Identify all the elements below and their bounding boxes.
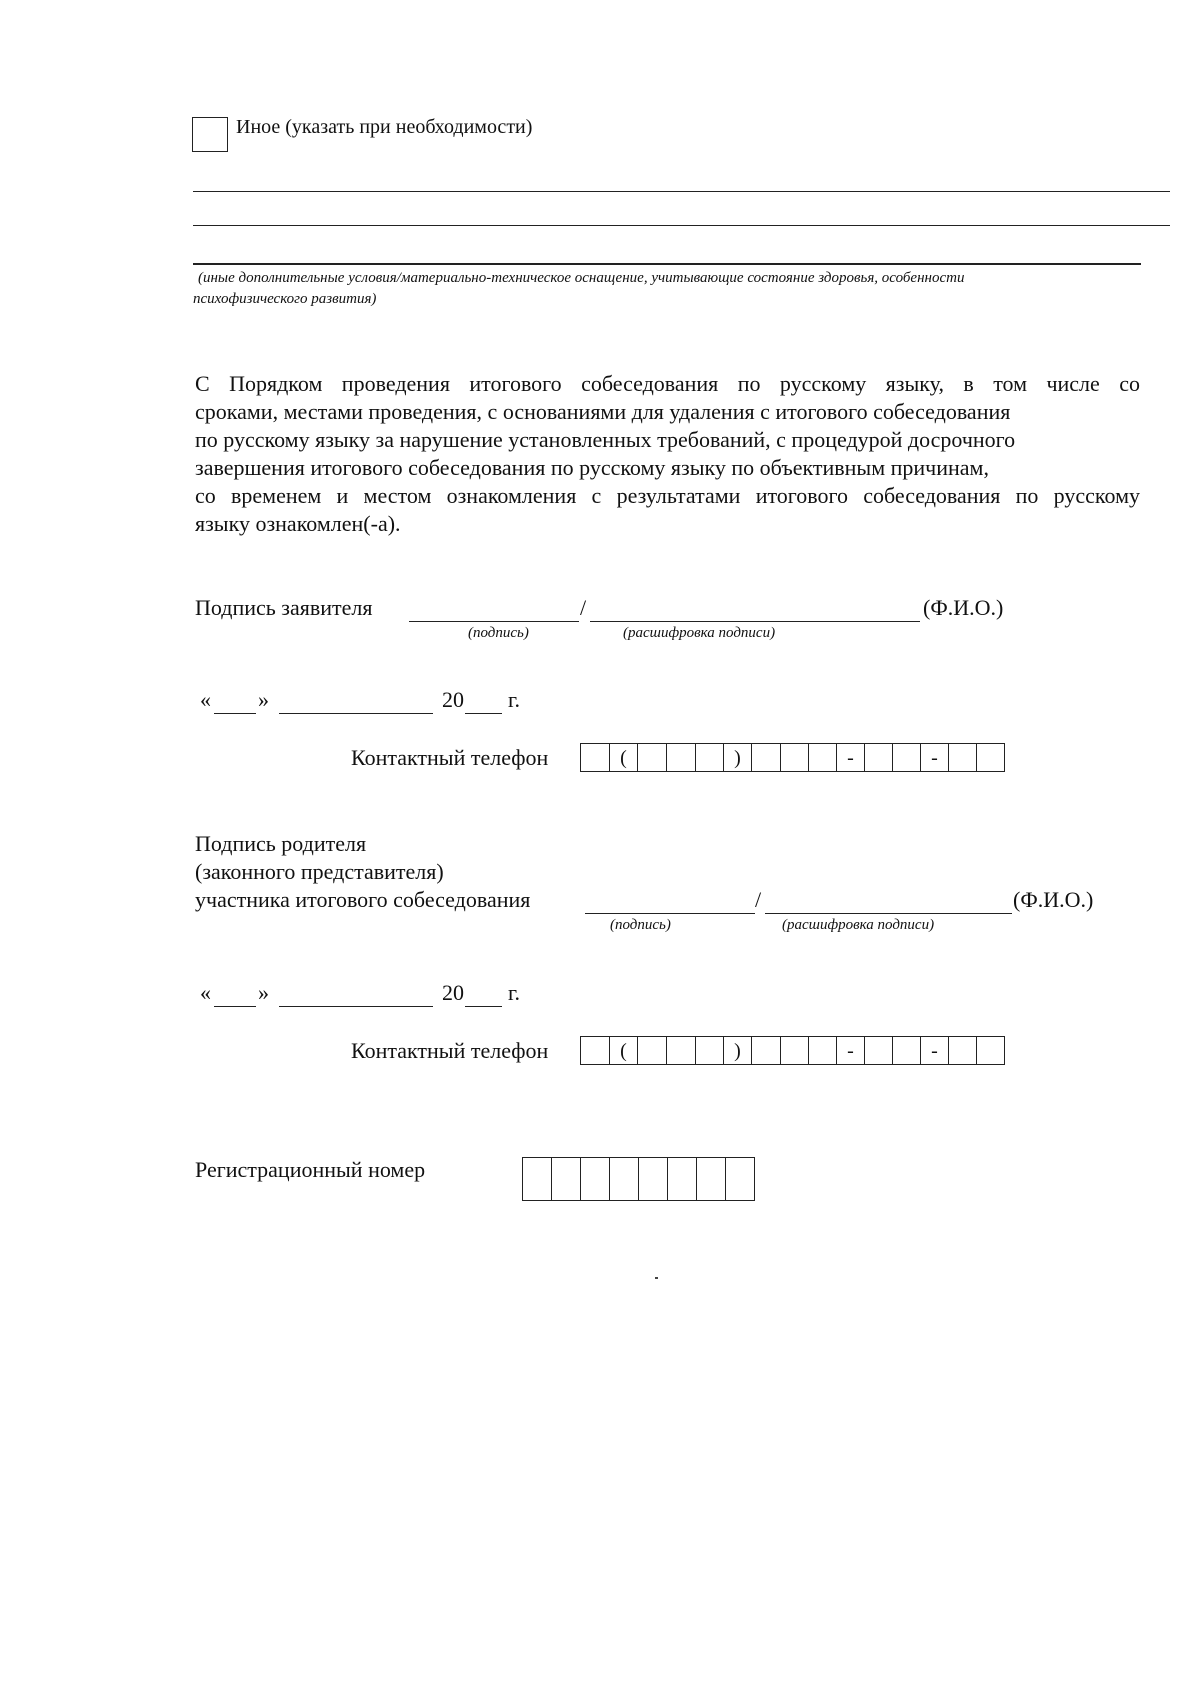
parent-phone-cells[interactable] [580,1036,1005,1065]
phone-cell[interactable] [809,743,837,772]
acknowledgement-line: сроками, местами проведения, с основаниями для удаления с итогового собеседования [195,399,1011,424]
acknowledgement-line: со временем и местом ознакомления с результатами итогового собеседования по русскому [195,483,1140,508]
parent-date-open-quote: « [200,980,211,1005]
parent-signature-line[interactable] [585,913,755,914]
registration-label: Регистрационный номер [195,1157,426,1182]
registration-cell[interactable] [523,1157,552,1201]
phone-cell[interactable] [809,1036,837,1065]
applicant-sign-caption: (подпись) [468,625,529,641]
registration-cell[interactable] [610,1157,639,1201]
applicant-date-close-quote: » [258,687,269,712]
applicant-fio-label: (Ф.И.О.) [923,595,1004,620]
phone-cell[interactable] [667,1036,696,1065]
parent-date-year-line[interactable] [465,1006,502,1007]
parent-sign-caption: (подпись) [610,917,671,933]
parent-date-month-line[interactable] [279,1006,433,1007]
phone-cell[interactable] [949,1036,977,1065]
phone-cell: - [837,743,865,772]
phone-cell[interactable] [949,743,977,772]
parent-signature-label-line-3: участника итогового собеседования [195,887,531,912]
applicant-phone-cells[interactable] [580,743,1005,772]
phone-cell[interactable] [865,1036,893,1065]
phone-cell: ( [610,1036,638,1065]
applicant-date-year-prefix: 20 [442,687,464,712]
registration-cell[interactable] [639,1157,668,1201]
phone-cell[interactable] [977,743,1005,772]
applicant-phone-label: Контактный телефон [351,745,549,770]
phone-cell[interactable] [865,743,893,772]
phone-cell[interactable] [581,1036,610,1065]
phone-cell: - [921,743,949,772]
phone-cell: ) [724,1036,752,1065]
phone-cell[interactable] [893,1036,921,1065]
registration-cells[interactable] [522,1157,755,1201]
parent-decode-caption: (расшифровка подписи) [782,917,935,933]
parent-date-year-suffix: г. [508,980,521,1005]
parent-fio-label: (Ф.И.О.) [1013,887,1094,912]
applicant-signature-separator: / [580,595,587,620]
parent-date-close-quote: » [258,980,269,1005]
acknowledgement-line: С Порядком проведения итогового собеседования по русскому языку, в том числе со [195,371,1140,396]
parent-phone-label: Контактный телефон [351,1038,549,1063]
phone-cell[interactable] [752,743,781,772]
registration-cell[interactable] [552,1157,581,1201]
other-caption-line-2: психофизического развития) [193,291,377,307]
phone-cell[interactable] [977,1036,1005,1065]
other-caption-line-1: (иные дополнительные условия/материально-техническое оснащение, учитывающие состояние здоровья, особенности [198,270,965,286]
other-checkbox[interactable] [192,117,228,152]
parent-signature-label-line-2: (законного представителя) [195,859,444,884]
applicant-date-open-quote: « [200,687,211,712]
other-fill-line-1[interactable] [193,191,1170,192]
applicant-date-day-line[interactable] [214,713,256,714]
applicant-decode-line[interactable] [590,621,920,622]
registration-cell[interactable] [581,1157,610,1201]
other-fill-line-2[interactable] [193,225,1170,226]
phone-cell: ( [610,743,638,772]
parent-date-year-prefix: 20 [442,980,464,1005]
acknowledgement-paragraph [195,370,1140,538]
applicant-decode-caption: (расшифровка подписи) [623,625,776,641]
phone-cell[interactable] [638,1036,667,1065]
applicant-date-year-line[interactable] [465,713,502,714]
phone-cell[interactable] [781,743,809,772]
phone-cell[interactable] [893,743,921,772]
phone-cell: - [921,1036,949,1065]
phone-cell[interactable] [667,743,696,772]
phone-cell[interactable] [696,743,724,772]
applicant-signature-label: Подпись заявителя [195,595,373,620]
scan-speck [655,1277,658,1279]
parent-decode-line[interactable] [765,913,1012,914]
phone-cell[interactable] [638,743,667,772]
other-option-label: Иное (указать при необходимости) [236,116,533,138]
parent-signature-separator: / [755,887,762,912]
phone-cell[interactable] [581,743,610,772]
acknowledgement-line: языку ознакомлен(-а). [195,511,401,536]
applicant-date-year-suffix: г. [508,687,521,712]
phone-cell[interactable] [752,1036,781,1065]
phone-cell[interactable] [696,1036,724,1065]
phone-cell: ) [724,743,752,772]
registration-cell[interactable] [668,1157,697,1201]
parent-signature-label-line-1: Подпись родителя [195,831,367,856]
other-fill-line-3[interactable] [193,263,1141,265]
applicant-signature-line[interactable] [409,621,579,622]
acknowledgement-line: завершения итогового собеседования по русскому языку по объективным причинам, [195,455,989,480]
applicant-date-month-line[interactable] [279,713,433,714]
acknowledgement-line: по русскому языку за нарушение установленных требований, с процедурой досрочного [195,427,1016,452]
registration-cell[interactable] [726,1157,755,1201]
parent-date-day-line[interactable] [214,1006,256,1007]
registration-cell[interactable] [697,1157,726,1201]
phone-cell: - [837,1036,865,1065]
phone-cell[interactable] [781,1036,809,1065]
